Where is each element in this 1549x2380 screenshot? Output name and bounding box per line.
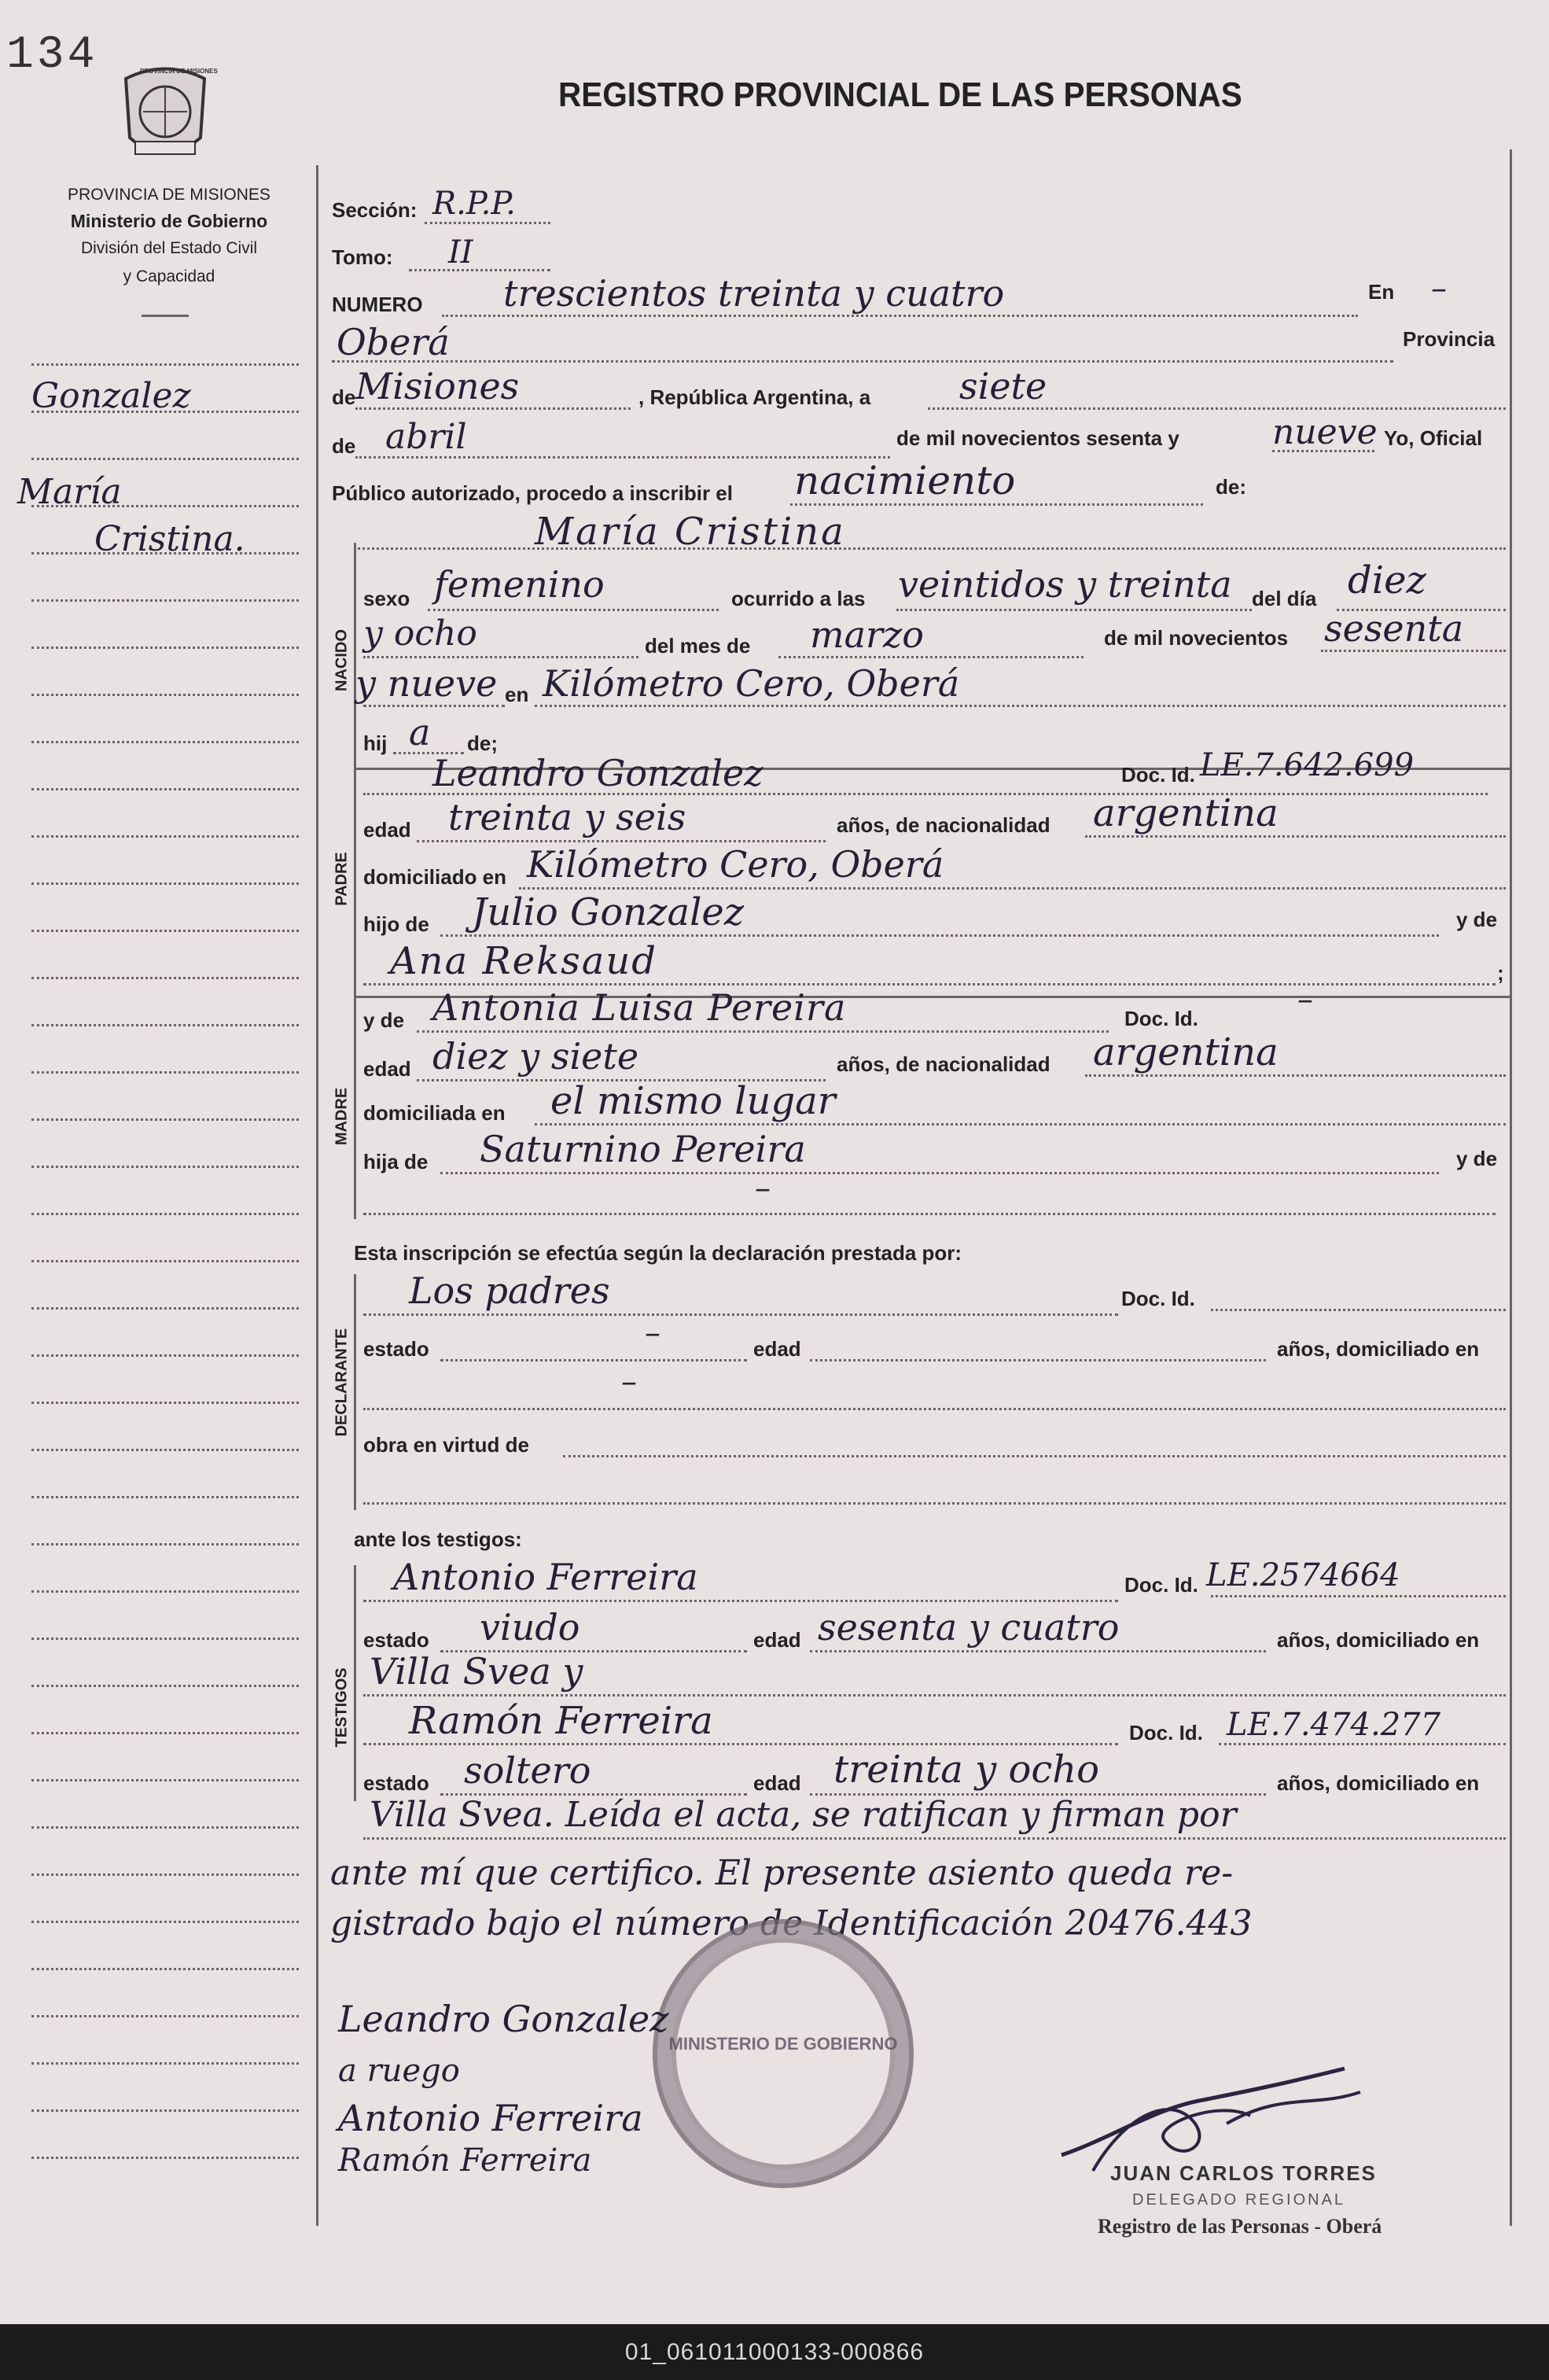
lugar-value: Kilómetro Cero, Oberá <box>543 662 960 705</box>
de3-label: de: <box>1216 475 1246 499</box>
mes-value: marzo <box>810 613 924 656</box>
declarante-anios-label: años, domiciliado en <box>1277 1337 1480 1361</box>
margin-name2: Cristina. <box>94 519 245 559</box>
hij-de-label: de; <box>467 731 498 755</box>
ocurrido-label: ocurrido a las <box>731 587 866 610</box>
main-left-border <box>316 165 318 2226</box>
closing-line2: gistrado bajo el número de Identificación 20476.443 <box>330 1903 1253 1943</box>
tomo-value: II <box>448 234 473 271</box>
hora-value: veintidos y treinta <box>898 563 1232 606</box>
padre-semicolon: ; <box>1497 961 1504 985</box>
official-stamp <box>653 1919 914 2188</box>
signature-1: Leandro Gonzalez <box>338 1998 669 2040</box>
padre-edad-label: edad <box>363 818 411 842</box>
stamp-label: MINISTERIO DE GOBIERNO <box>668 2034 898 2054</box>
yo-oficial-label: Yo, Oficial <box>1384 426 1483 450</box>
madre-edad-value: diez y siete <box>432 1035 639 1078</box>
margin-surname: Gonzalez <box>31 376 191 416</box>
testigo1-doc: LE.2574664 <box>1206 1557 1400 1593</box>
margin-name1: María <box>17 472 122 512</box>
declarante-inner-border <box>354 1274 356 1510</box>
declarante-name: Los padres <box>409 1269 610 1312</box>
seccion-label: Sección: <box>332 198 418 222</box>
person-name: María Cristina <box>535 510 846 554</box>
testigo1-name: Antonio Ferreira <box>393 1556 698 1598</box>
testigos-section-label: TESTIGOS <box>333 1667 351 1748</box>
testigo2-estado: soltero <box>464 1749 591 1792</box>
year-label: de mil novecientos sesenta y <box>896 426 1179 450</box>
madre-section-label: MADRE <box>333 1087 351 1146</box>
official-office: Registro de las Personas - Oberá <box>1098 2215 1382 2238</box>
act-value: nacimiento <box>794 458 1016 503</box>
testigo2-doc-label: Doc. Id. <box>1129 1721 1203 1744</box>
en-value: – <box>1431 271 1447 307</box>
padre-edad-value: treinta y seis <box>448 796 686 838</box>
del-mes-label: del mes de <box>645 634 751 658</box>
day-value: siete <box>959 365 1047 407</box>
padre-dom-label: domiciliado en <box>363 865 507 889</box>
en-label: En <box>1368 280 1395 304</box>
declarante-dash: – <box>621 1364 637 1400</box>
madre-madre-value: – <box>755 1170 771 1207</box>
dia-value1: diez <box>1348 558 1426 602</box>
declarante-intro: Esta inscripción se efectúa según la declaración prestada por: <box>354 1241 962 1265</box>
year-value: nueve <box>1272 412 1378 452</box>
de2-label: de <box>332 434 356 458</box>
testigo2-edad-label: edad <box>753 1771 801 1795</box>
testigo2-doc: LE.7.474.277 <box>1227 1707 1441 1743</box>
padre-yde-label: y de <box>1456 908 1498 931</box>
padre-section-label: PADRE <box>333 852 351 906</box>
lugar-en-label: en <box>505 683 529 706</box>
madre-edad-label: edad <box>363 1057 411 1081</box>
signature-2: a ruego <box>338 2053 460 2089</box>
official-title: DELEGADO REGIONAL <box>1132 2191 1346 2209</box>
del-dia-label: del día <box>1252 587 1317 610</box>
madre-hija-label: hija de <box>363 1150 429 1173</box>
madre-name: Antonia Luisa Pereira <box>432 986 847 1029</box>
emblem-label: PROVINCIA DE MISIONES <box>140 68 218 75</box>
madre-dom-label: domiciliada en <box>363 1101 506 1125</box>
dia-value2: y ocho <box>363 613 477 654</box>
anio-value2: y nueve <box>355 662 498 705</box>
header-ministry: Ministerio de Gobierno <box>70 211 268 231</box>
testigo2-name: Ramón Ferreira <box>409 1699 713 1743</box>
mil-label: de mil novecientos <box>1104 626 1289 650</box>
testigo1-anios-label: años, domiciliado en <box>1277 1628 1480 1652</box>
sexo-value: femenino <box>434 563 605 606</box>
padre-padre-value: Julio Gonzalez <box>472 890 745 934</box>
testigo1-edad-label: edad <box>753 1628 801 1652</box>
image-id-footer: 01_061011000133-000866 <box>0 2324 1549 2380</box>
padre-dom-value: Kilómetro Cero, Oberá <box>527 843 944 886</box>
page-number: 134 <box>6 30 98 81</box>
testigo2-edad: treinta y ocho <box>833 1748 1100 1792</box>
testigo1-estado-label: estado <box>363 1628 429 1652</box>
de-label: de <box>332 385 356 409</box>
padre-doc-label: Doc. Id. <box>1121 763 1195 787</box>
signature-3: Antonio Ferreira <box>338 2097 643 2139</box>
tomo-label: Tomo: <box>332 245 393 269</box>
hij-label: hij <box>363 731 388 755</box>
document-title: REGISTRO PROVINCIAL DE LAS PERSONAS <box>558 76 1242 114</box>
declarante-edad-label: edad <box>753 1337 801 1361</box>
republica-label: , República Argentina, a <box>638 385 871 409</box>
testigo1-edad: sesenta y cuatro <box>818 1606 1120 1649</box>
declarante-estado-value: – <box>645 1315 660 1351</box>
publico-label: Público autorizado, procedo a inscribir el <box>332 481 733 505</box>
padre-madre-value: Ana Reksaud <box>390 939 657 983</box>
declarante-obra-label: obra en virtud de <box>363 1433 529 1457</box>
province-value: Misiones <box>355 365 520 407</box>
signature-4: Ramón Ferreira <box>338 2142 592 2179</box>
madre-doc-value: – <box>1297 982 1313 1018</box>
padre-nac-label: años, de nacionalidad <box>837 813 1050 837</box>
header-division: División del Estado Civil <box>80 239 258 257</box>
closing-line1: ante mí que certifico. El presente asiento queda re- <box>330 1853 1234 1893</box>
place-value: Oberá <box>337 321 450 363</box>
header-rule <box>142 315 189 317</box>
declarante-section-label: DECLARANTE <box>333 1328 351 1437</box>
testigos-inner-border <box>354 1565 356 1801</box>
main-right-border <box>1510 149 1512 2226</box>
padre-nac-value: argentina <box>1093 791 1279 835</box>
month-value: abril <box>385 417 467 457</box>
hij-value: a <box>409 711 431 753</box>
padre-name: Leandro Gonzalez <box>432 752 763 794</box>
testigo1-estado: viudo <box>480 1606 580 1649</box>
padre-doc-value: LE.7.642.699 <box>1200 747 1415 783</box>
testigo2-estado-label: estado <box>363 1771 429 1795</box>
testigo1-dom: Villa Svea y <box>370 1650 583 1693</box>
madre-nac-value: argentina <box>1093 1030 1279 1074</box>
declarante-estado-label: estado <box>363 1337 429 1361</box>
testigo2-dom-line: Villa Svea. Leída el acta, se ratifican y firman por <box>370 1795 1237 1835</box>
nacido-inner-border <box>354 543 356 1219</box>
province-emblem <box>118 63 218 173</box>
header-province: PROVINCIA DE MISIONES <box>68 186 270 204</box>
sexo-label: sexo <box>363 587 410 610</box>
madre-yde-label: y de <box>363 1008 405 1032</box>
madre-nac-label: años, de nacionalidad <box>837 1052 1050 1076</box>
official-name: JUAN CARLOS TORRES <box>1110 2161 1377 2185</box>
testigo2-anios-label: años, domiciliado en <box>1277 1771 1480 1795</box>
declarante-doc-label: Doc. Id. <box>1121 1287 1195 1310</box>
nacido-section-label: NACIDO <box>333 629 351 691</box>
madre-dom-value: el mismo lugar <box>550 1079 836 1123</box>
provincia-label: Provincia <box>1403 327 1496 351</box>
numero-label: NUMERO <box>332 293 423 316</box>
padre-hijo-label: hijo de <box>363 912 429 936</box>
madre-padre-value: Saturnino Pereira <box>480 1128 806 1170</box>
header-capacity: y Capacidad <box>123 267 215 286</box>
testigo1-doc-label: Doc. Id. <box>1124 1573 1198 1597</box>
seccion-value: R.P.P. <box>432 186 516 222</box>
numero-value: trescientos treinta y cuatro <box>503 272 1005 315</box>
testigos-intro: ante los testigos: <box>354 1527 522 1551</box>
madre-doc-label: Doc. Id. <box>1124 1007 1198 1030</box>
madre-yde2-label: y de <box>1456 1147 1498 1170</box>
anio-value1: sesenta <box>1324 607 1464 650</box>
